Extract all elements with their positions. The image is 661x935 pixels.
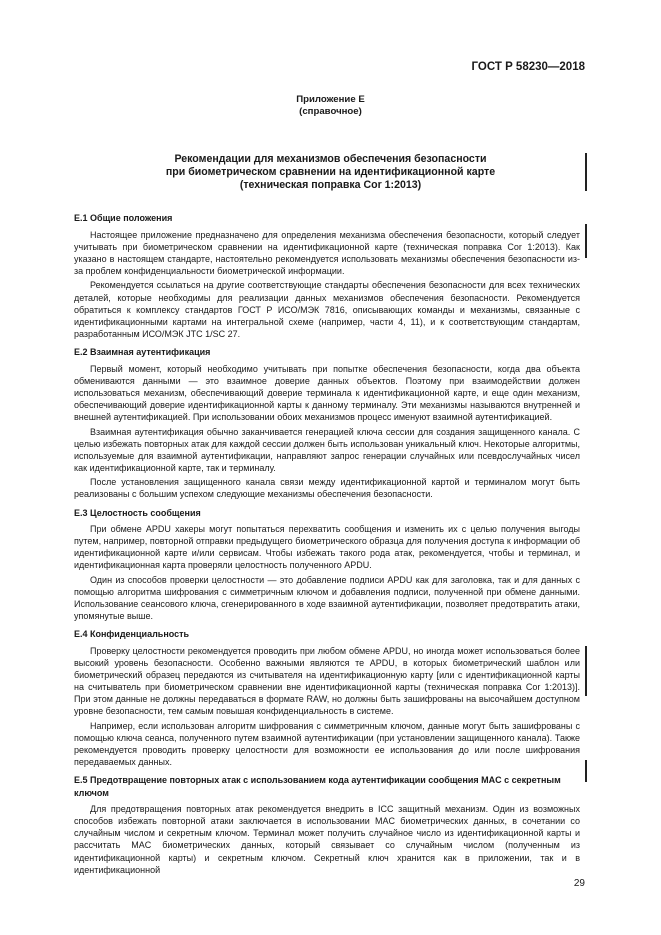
- paragraph: Взаимная аутентификация обычно заканчивается генерацией ключа сессии для создания защищенного канала. С целью избежать повторных атак для каждой сессии должен быть использован уникальный ключ. Некоторые алгоритмы, используемые для взаимной аутентификации, направляют запрос генерации случайных или псевдослучайных чисел как идентификационной карте, так и терминалу.: [74, 426, 580, 473]
- paragraph: Проверку целостности рекомендуется проводить при любом обмене APDU, но иногда может использоваться более высокий уровень безопасности. Особенно важными являются те APDU, в которых биометрический шаблон или биометрический образец передаются из считывателя на идентификационную карту [или с идентификационной карты на считыватель при биометрическом сравнении вне идентификационной карты (техническая поправка Cor 1:2013)]. При этом данные не должны передаваться в формате RAW, но должны быть зашифрованы на высочайшем доступном уровне безопасности, тем самым повышая конфиденциальность в системе.: [74, 646, 580, 717]
- change-bar: [585, 646, 587, 696]
- appendix-note: (справочное): [299, 106, 362, 117]
- title-line-2: при биометрическом сравнении на идентификационной карте: [165, 165, 496, 178]
- body-text: [74, 212, 580, 882]
- paragraph: Для предотвращения повторных атак рекомендуется внедрить в ICC защитный механизм. Один из возможных способов избежать повторной атаки заключается в использовании MAC биометрических данных, в сочетании со случайным числом и секретным ключом. Терминал может получить случайное число из идентификационной карты и рассчитать MAC биометрических данных, который связывает со случайным числом (полученным из идентификационной карты) и секретным ключом. Секретный ключ хранится как в приложении, так и в идентификационной: [74, 804, 580, 875]
- appendix-heading: [0, 94, 661, 118]
- change-bar: [585, 760, 587, 782]
- section-e3: [74, 507, 580, 623]
- section-heading: Е.4 Конфиденциальность: [74, 629, 190, 640]
- title-line-3: (техническая поправка Cor 1:2013): [239, 178, 422, 191]
- standard-designation: ГОСТ Р 58230—2018: [471, 61, 585, 73]
- paragraph: Настоящее приложение предназначено для определения механизма обеспечения безопасности, который следует учитывать при биометрическом сравнении на идентификационной карте (техническая поправка Cor 1:2013). Как указано в настоящем стандарте, настоятельно рекомендуется использовать механизмы обеспечения безопасности из-за проблем конфиденциальности биометрической информации.: [74, 229, 580, 276]
- section-heading: Е.2 Взаимная аутентификация: [74, 346, 211, 357]
- paragraph: При обмене APDU хакеры могут попытаться перехватить сообщения и изменить их с целью получения выгоды путем, например, повторной отправки предыдущего биометрического образца для получения доступа к информации об идентификационной карте и/или сервисам. Чтобы избежать такого рода атак, рекомендуется, чтобы и терминал, и идентификационная карта проверяли целостность полученного APDU.: [74, 524, 580, 571]
- paragraph: После установления защищенного канала связи между идентификационной картой и терминалом могут быть реализованы с большим успехом следующие механизмы обеспечения безопасности.: [74, 477, 580, 500]
- paragraph: Один из способов проверки целостности — это добавление подписи APDU как для заголовка, так и для данных с помощью алгоритма шифрования с симметричным ключом и добавления подписи, полученной при обмене данными. Использование сеансового ключа, сгенерированного в ходе взаимной аутентификации, позволяет предотвратить атаки, упомянутые выше.: [74, 575, 580, 622]
- paragraph: Например, если использован алгоритм шифрования с симметричным ключом, данные могут быть зашифрованы с помощью ключа сеанса, полученного путем взаимной аутентификации (при установлении защищенного канала). Также рекомендуется проводить проверку целостности для возможности ее использования до или после шифрования передаваемых данных.: [74, 721, 580, 768]
- paragraph: Первый момент, который необходимо учитывать при попытке обеспечения безопасности, когда два объекта обмениваются данными — это взаимное доверие данных объектов. Поэтому при взаимодействии должен использоваться механизм, обеспечивающий доверие терминала к идентификационной карте, и еще один механизм, обеспечивающий доверие идентификационной карты к данному терминалу. Эти механизмы называются внутренней и внешней аутентификацией. При использовании обоих механизмов процесс именуют взаимной аутентификацией.: [74, 363, 580, 422]
- title-line-1: Рекомендации для механизмов обеспечения безопасности: [174, 153, 487, 165]
- section-e2: [74, 346, 580, 501]
- appendix-label: Приложение Е: [296, 94, 365, 105]
- section-heading: Е.1 Общие положения: [74, 213, 173, 223]
- change-bar: [585, 153, 587, 191]
- section-e4: [74, 628, 580, 768]
- section-e5: [74, 774, 580, 875]
- paragraph: Рекомендуется ссылаться на другие соответствующие стандарты обеспечения безопасности для всех технических деталей, которые необходимы для реализации данных механизмов обеспечения безопасности. Рекомендуется обратиться к комплексу стандартов ГОСТ Р ИСО/МЭК 7816, описывающих команды и механизмы, связанные с идентификационными картами на интегральной схеме (например, части 4, 11), и к соответствующим стандартам, разработанным ИСО/МЭК JTC 1/SC 27.: [74, 280, 580, 339]
- change-bar: [585, 224, 587, 258]
- page-number: 29: [573, 878, 585, 889]
- section-heading: Е.3 Целостность сообщения: [74, 507, 201, 518]
- section-heading: Е.5 Предотвращение повторных атак с использованием кода аутентификации сообщения MAC с секретным ключом: [74, 775, 561, 798]
- section-e1: [74, 212, 580, 340]
- document-title: [0, 153, 661, 191]
